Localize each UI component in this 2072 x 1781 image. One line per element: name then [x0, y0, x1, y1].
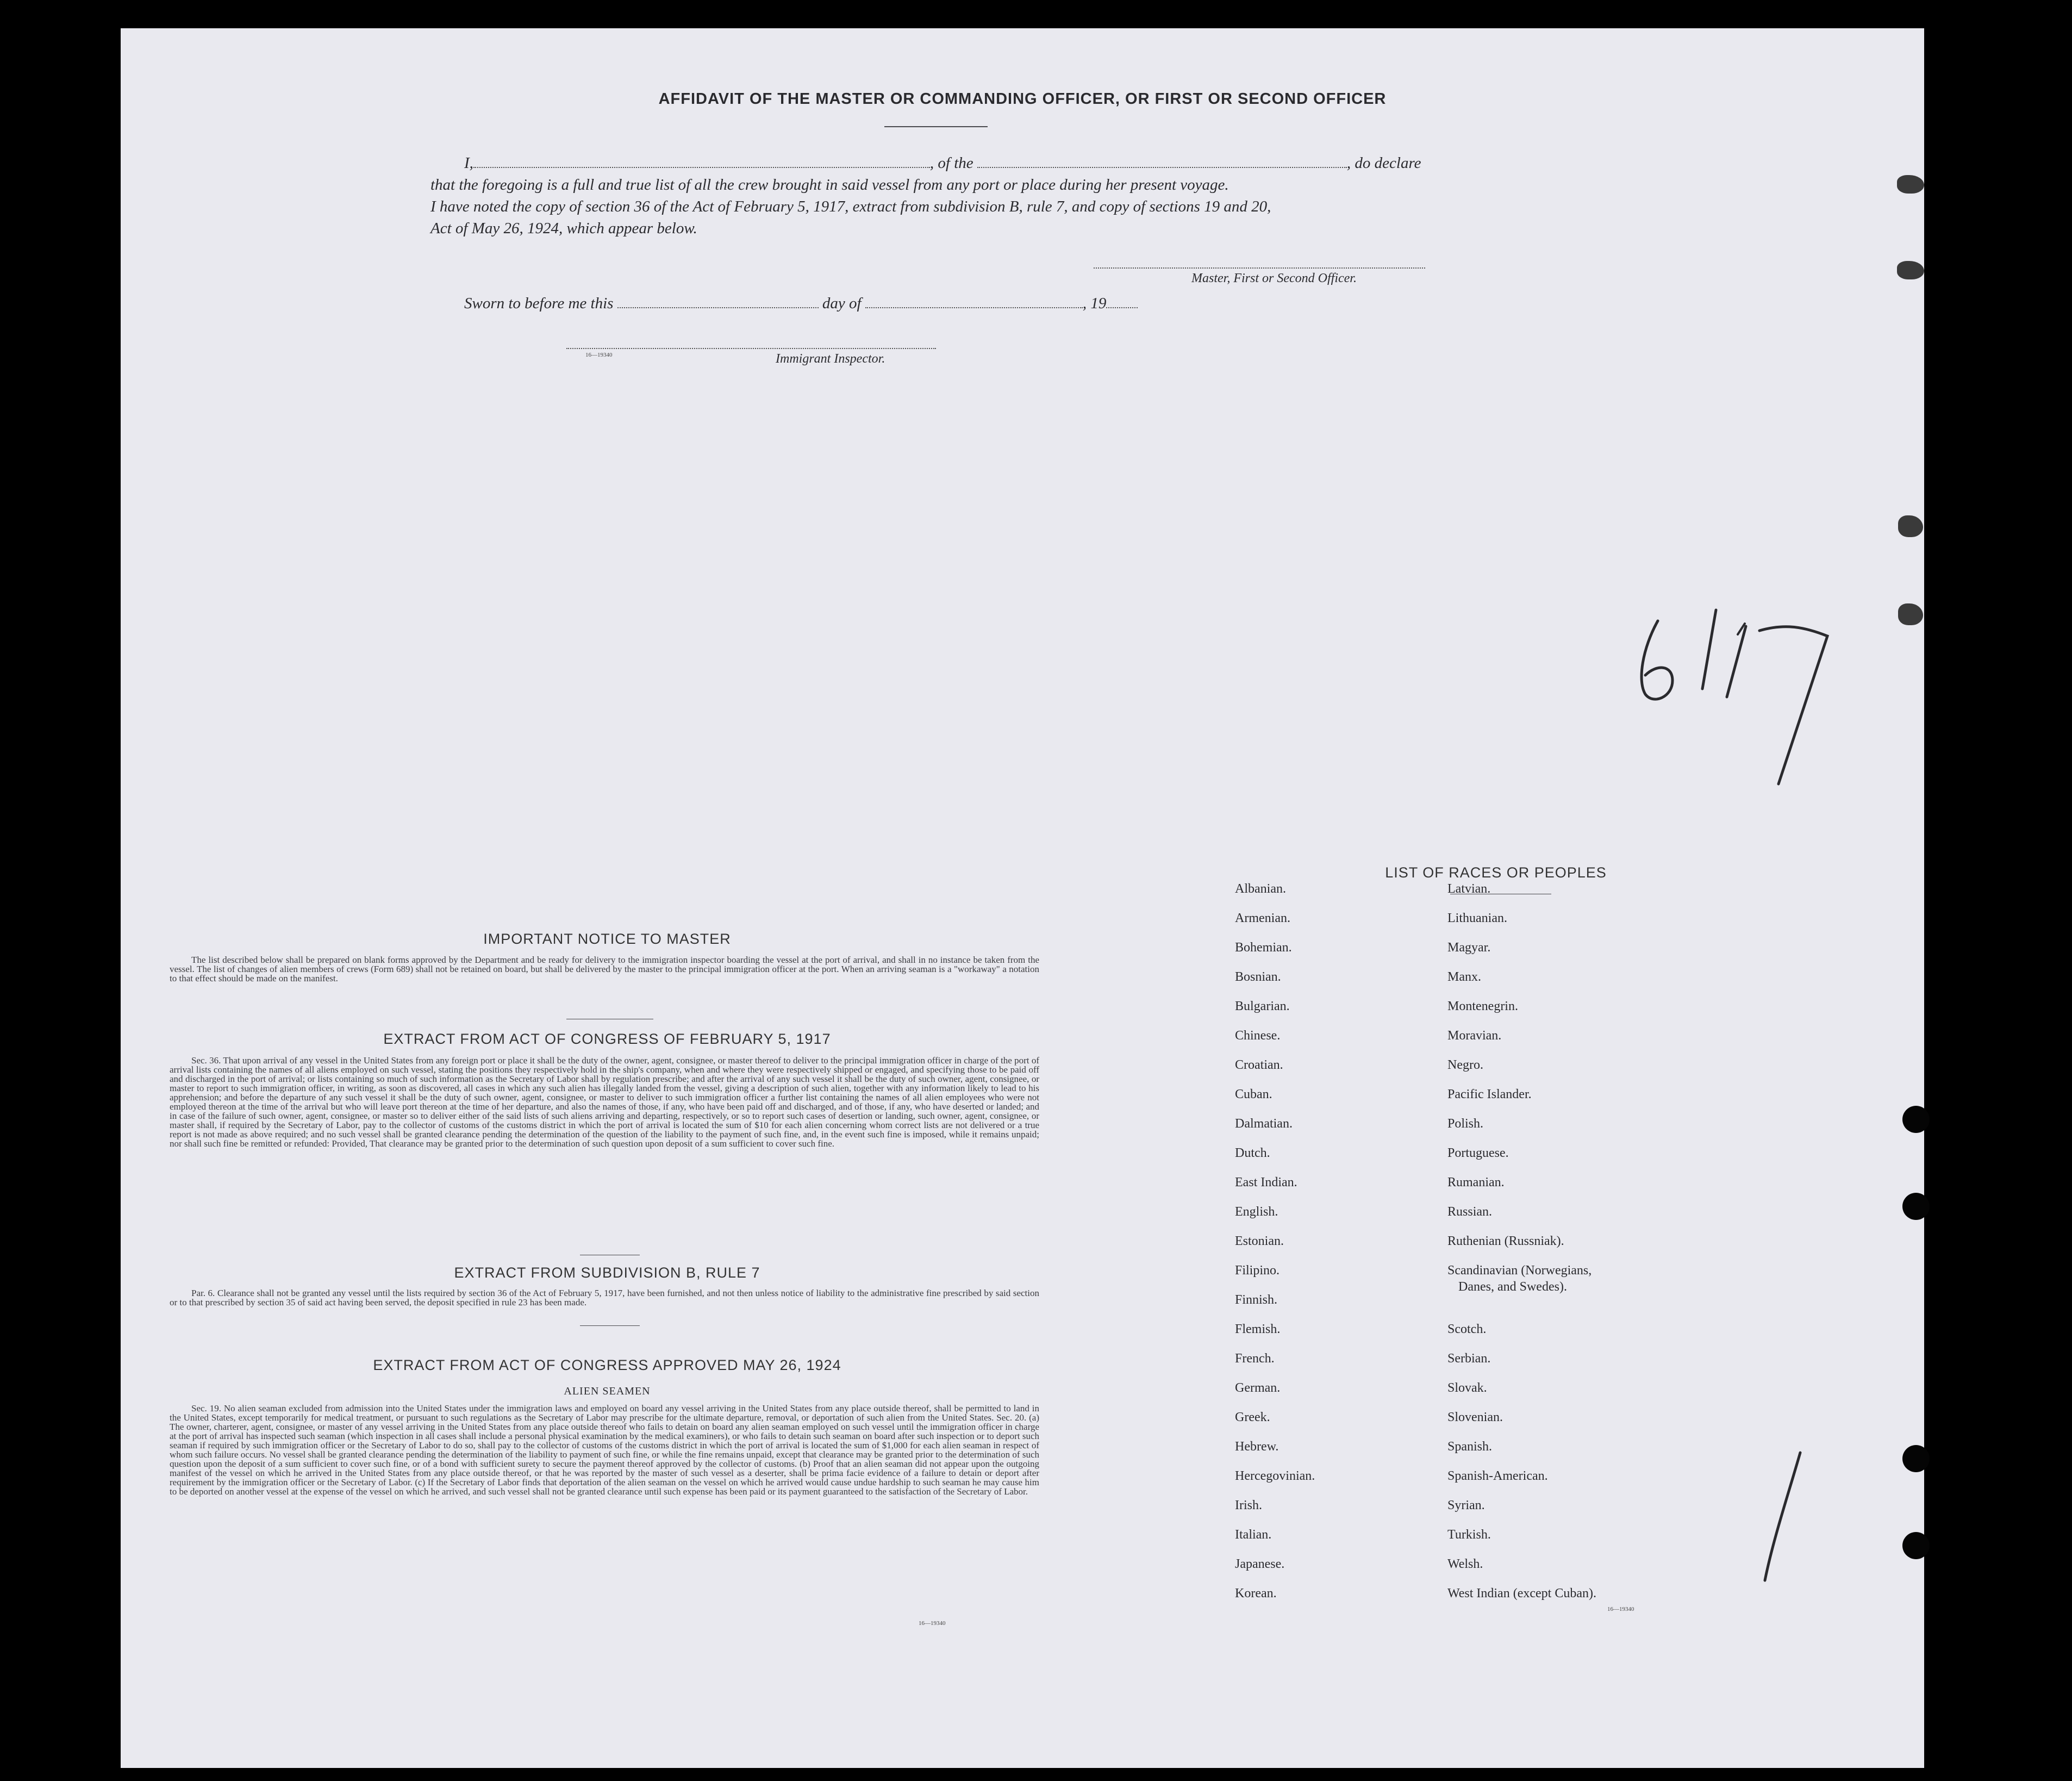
affidavit-line-2: that the foregoing is a full and true list of all the crew brought in said vessel from any port or place during her present voyage. — [430, 176, 1229, 194]
race-left: Filipino. — [1235, 1263, 1280, 1278]
race-left: Albanian. — [1235, 882, 1286, 896]
race-left: Dutch. — [1235, 1146, 1270, 1160]
punch-hole — [1902, 1532, 1930, 1559]
sworn-text: Sworn to before me this — [464, 295, 614, 312]
sworn-day-blank — [617, 307, 819, 308]
race-right: Latvian. — [1447, 882, 1491, 896]
subdivision-b-rule — [580, 1325, 640, 1326]
race-right: Scotch. — [1447, 1322, 1487, 1336]
race-left: Italian. — [1235, 1528, 1272, 1542]
race-right: Serbian. — [1447, 1352, 1491, 1366]
race-right: Slovenian. — [1447, 1410, 1503, 1424]
race-right: Lithuanian. — [1447, 911, 1507, 925]
affidavit-line-1 — [464, 152, 1573, 174]
affidavit-title-rule — [884, 126, 988, 127]
races-title: LIST OF RACES OR PEOPLES — [1385, 864, 1607, 881]
affidavit-line-3: I have noted the copy of section 36 of the Act of February 5, 1917, extract from subdivision B, rule 7, and copy of sections 19 and 20, — [430, 198, 1271, 215]
binding-blot — [1898, 603, 1923, 625]
race-right: Turkish. — [1447, 1528, 1491, 1542]
handwritten-number — [1621, 572, 1849, 789]
extract-1924-text: Sec. 19. No alien seaman excluded from admission into the United States under the immigration laws and employed on board any vessel arriving in the United States from any place outside thereof, shall be permitted to land in the United States, except temporarily for medical treatment, or pursuant to such regulations as the Secretary of Labor may prescribe for the ultimate departure, removal, or deportation of such alien from the United States. Sec. 20. (a) The owner, charterer, agent, consignee, or master of any vessel arriving in the United States from any place outside thereof who fails to detain on board any alien seaman employed on such vessel until the immigration officer in charge at the port of arrival has inspected such seaman (which inspection in all cases shall include a personal physical examination by the medical examiners), or who fails to detain such seaman on board after such inspection or to deport such seaman if required by such immigration officer or the Secretary of Labor to do so, shall pay to the collector of customs of the customs district in which the port of arrival is located the sum of $1,000 for each alien seaman in respect of whom such failure occurs. No vessel shall be granted clearance pending the determination of the liability to payment of such fine, or while the fine remains unpaid, except that clearance may be granted prior to the determination of such question upon the deposit of a sum sufficient to cover such fine, or of a bond with sufficient surety to secure the payment thereof approved by the collector of customs. (b) Proof that an alien seaman did not appear upon the outgoing manifest of the vessel on which he arrived in the United States from any place outside thereof, or that he was reported by the master of such vessel as a deserter, shall be prima facie evidence of a failure to detain or deport after requirement by the immigration officer or the Secretary of Labor. (c) If the Secretary of Labor finds that deportation of the alien seaman on the vessel on which he arrived would cause undue hardship to such seaman he may cause him to be deported on another vessel at the expense of the vessel on which he arrived, and such vessel shall not be granted clearance until such expense has been paid or its payment guaranteed to the satisfaction of the Secretary of Labor. — [170, 1403, 1039, 1497]
race-right: Negro. — [1447, 1058, 1483, 1072]
race-left: East Indian. — [1235, 1175, 1297, 1190]
signature-label: Master, First or Second Officer. — [1191, 271, 1357, 285]
race-right: Polish. — [1447, 1117, 1484, 1131]
race-left: Croatian. — [1235, 1058, 1283, 1072]
binding-blot — [1897, 261, 1924, 279]
punch-hole — [1902, 1193, 1930, 1220]
race-left: Japanese. — [1235, 1557, 1285, 1571]
extract-1917-title: EXTRACT FROM ACT OF CONGRESS OF FEBRUARY 5, 1917 — [383, 1031, 831, 1047]
race-left: Finnish. — [1235, 1293, 1278, 1307]
day-of-text: day of — [822, 295, 862, 312]
race-left: Flemish. — [1235, 1322, 1281, 1336]
year-blank — [1106, 307, 1138, 308]
extract-1924-form-number: 16—19340 — [919, 1620, 946, 1627]
race-right: Scandinavian (Norwegians, — [1447, 1263, 1592, 1278]
year-text: , 19 — [1082, 295, 1107, 312]
race-left: Chinese. — [1235, 1029, 1281, 1043]
extract-1924-title: EXTRACT FROM ACT OF CONGRESS APPROVED MAY 26, 1924 — [373, 1357, 841, 1373]
race-left: Bohemian. — [1235, 941, 1292, 955]
notice-title: IMPORTANT NOTICE TO MASTER — [483, 931, 731, 947]
races-form-number: 16—19340 — [1607, 1606, 1634, 1612]
subdivision-b-title: EXTRACT FROM SUBDIVISION B, RULE 7 — [454, 1265, 760, 1281]
race-right: West Indian (except Cuban). — [1447, 1586, 1596, 1601]
race-left: English. — [1235, 1205, 1278, 1219]
sworn-month-blank — [865, 307, 1083, 308]
race-right: Syrian. — [1447, 1498, 1485, 1512]
race-left: Irish. — [1235, 1498, 1262, 1512]
affidavit-form-number: 16—19340 — [585, 352, 613, 358]
punch-hole — [1902, 1445, 1930, 1472]
handwritten-mark — [1751, 1447, 1817, 1589]
affidavit-i: I, — [464, 154, 473, 172]
race-left: Greek. — [1235, 1410, 1270, 1424]
extract-1917-text: Sec. 36. That upon arrival of any vessel in the United States from any foreign port or place it shall be the duty of the owner, agent, consignee, or master thereof to deliver to the principal immigration officer in charge of the port of arrival lists containing the names of all aliens employed on such vessel, stating the positions they respectively hold in the ship's company, when and where they were respectively shipped or engaged, and specifying those to be paid off and discharged in the port of arrival; or lists containing so much of such information as the Secretary of Labor shall by regulation prescribe; and after the arrival of any such vessel it shall be the duty of such owner, agent, consignee, or master to report to such immigration officer, in writing, as soon as discovered, all cases in which any such alien has illegally landed from the vessel, giving a description of such alien, together with any information likely to lead to his apprehension; and before the departure of any such vessel it shall be the duty of such owner, agent, consignee, or master to deliver to such immigration officer a further list containing the names of all alien employees who were not employed thereon at the time of the arrival but who will leave port thereon at the time of her departure, and also the names of those, if any, who have been paid off and discharged, and of those, if any, who have deserted or landed; and in case of the failure of such owner, agent, consignee, or master so to deliver either of the said lists of such aliens arriving and departing, respectively, or so to report such cases of desertion or landing, such owner, agent, consignee, or master shall, if required by the Secretary of Labor, pay to the collector of customs of the customs district in which the port of arrival is located the sum of $10 for each alien concerning whom correct lists are not delivered or a true report is not made as above required; and no such vessel shall be granted clearance pending the determination of the question of the liability to the payment of such fine, and, in the event such fine is imposed, while it remains unpaid; nor shall such fine be remitted or refunded: Provided, That clearance may be granted prior to the determination of such question upon deposit of a sum sufficient to cover such fine. — [170, 1055, 1039, 1149]
extract-1924-subtitle: ALIEN SEAMEN — [564, 1385, 651, 1397]
race-left: Estonian. — [1235, 1234, 1284, 1248]
notice-text: The list described below shall be prepared on blank forms approved by the Department and be ready for delivery to the immigration inspector boarding the vessel at the port of arrival, and shall in no instance be taken from the vessel. The list of changes of alien members of crews (Form 689) shall not be retained on board, but shall be delivered by the master to the principal immigration officer at the port. When an arriving seaman is a "workaway" a notation to that effect should be made on the manifest. — [170, 955, 1039, 983]
race-left: Korean. — [1235, 1586, 1277, 1601]
race-right: Pacific Islander. — [1447, 1087, 1532, 1101]
binding-blot — [1897, 175, 1924, 194]
vessel-blank — [977, 167, 1347, 168]
race-right: Manx. — [1447, 970, 1481, 984]
race-left: German. — [1235, 1381, 1281, 1395]
race-left: Hercegovinian. — [1235, 1469, 1315, 1483]
affidavit-do-declare: , do declare — [1346, 154, 1421, 172]
subdivision-b-text: Par. 6. Clearance shall not be granted any vessel until the lists required by section 36 of the Act of February 5, 1917, have been furnished, and not then unless notice of liability to the administrative fine prescribed by said section or to that prescribed by section 35 of said act having been served, the deposit specified in rule 23 has been made. — [170, 1288, 1039, 1307]
race-right: Magyar. — [1447, 941, 1491, 955]
race-right: Moravian. — [1447, 1029, 1502, 1043]
race-right: Spanish. — [1447, 1440, 1493, 1454]
sworn-line — [464, 292, 1138, 314]
race-right: Danes, and Swedes). — [1458, 1280, 1567, 1294]
affidavit-line-4: Act of May 26, 1924, which appear below. — [430, 220, 697, 237]
race-right: Rumanian. — [1447, 1175, 1505, 1190]
race-right: Montenegrin. — [1447, 999, 1518, 1013]
binding-blot — [1898, 515, 1923, 537]
race-left: French. — [1235, 1352, 1275, 1366]
race-left: Armenian. — [1235, 911, 1290, 925]
race-left: Bosnian. — [1235, 970, 1281, 984]
form-page — [121, 28, 1924, 1768]
punch-hole — [1902, 1106, 1930, 1133]
race-left: Cuban. — [1235, 1087, 1272, 1101]
race-right: Welsh. — [1447, 1557, 1483, 1571]
race-right: Spanish-American. — [1447, 1469, 1548, 1483]
race-right: Russian. — [1447, 1205, 1493, 1219]
name-blank — [473, 167, 930, 168]
race-right: Ruthenian (Russniak). — [1447, 1234, 1564, 1248]
affidavit-of-the: , of the — [929, 154, 973, 172]
race-right: Portuguese. — [1447, 1146, 1509, 1160]
race-left: Bulgarian. — [1235, 999, 1290, 1013]
affidavit-title: AFFIDAVIT OF THE MASTER OR COMMANDING OFFICER, OR FIRST OR SECOND OFFICER — [658, 90, 1387, 108]
race-left: Hebrew. — [1235, 1440, 1279, 1454]
inspector-label: Immigrant Inspector. — [776, 352, 885, 366]
race-right: Slovak. — [1447, 1381, 1487, 1395]
race-left: Dalmatian. — [1235, 1117, 1293, 1131]
